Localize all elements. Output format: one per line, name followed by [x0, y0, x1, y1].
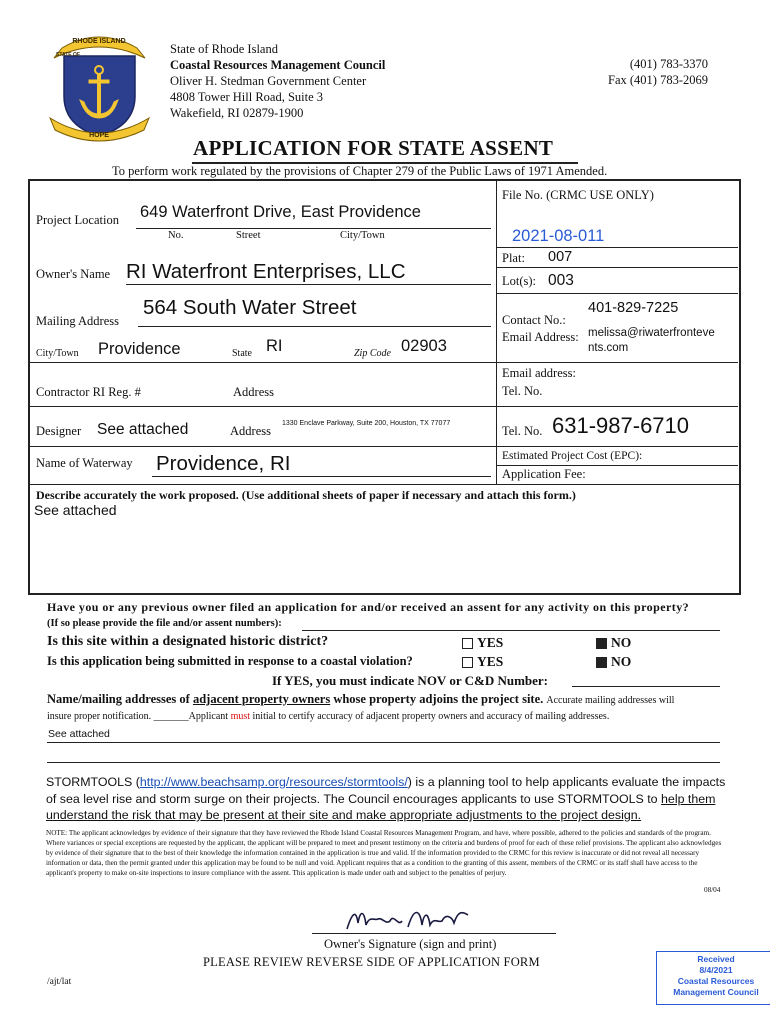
designer-value[interactable]: See attached: [97, 421, 189, 438]
stormtools-mid: ) is a planning tool to help applicants evaluate the impacts of sea level rise and storm surge on their projects. The Council encourages applicants to use STORMTOOLS to: [46, 775, 726, 806]
city-label: City/Town: [36, 348, 79, 359]
owner-value[interactable]: RI Waterfront Enterprises, LLC: [126, 260, 406, 283]
owner-signature-image: [342, 903, 482, 935]
violation-yes[interactable]: [462, 654, 503, 670]
contact-line: [497, 362, 738, 363]
signature-line: [312, 933, 556, 934]
waterway-value[interactable]: Providence, RI: [156, 452, 291, 475]
insure-post: initial to certify accuracy of adjacent property owners and accuracy of mailing addresses.: [250, 711, 610, 722]
tel2-line: [497, 446, 738, 447]
seal-text-top: RHODE ISLAND: [72, 38, 126, 45]
lots-line: [497, 293, 738, 294]
lots-label: Lot(s):: [502, 274, 537, 288]
page-title: APPLICATION FOR STATE ASSENT: [193, 136, 554, 160]
mailing-label: Mailing Address: [36, 314, 119, 328]
designer-label: Designer: [36, 424, 82, 438]
historic-yes-label: YES: [477, 635, 504, 650]
epc-label: Estimated Project Cost (EPC):: [502, 450, 643, 462]
waterway-label: Name of Waterway: [36, 456, 133, 470]
agency-state: State of Rhode Island: [170, 42, 278, 56]
seal-text-bottom: HOPE: [89, 132, 109, 139]
historic-no-checkbox[interactable]: [596, 638, 607, 649]
stormtools-paragraph: [46, 774, 730, 824]
page-subtitle: To perform work regulated by the provisions of Chapter 279 of the Public Laws of 1971 Amended.: [112, 164, 608, 178]
stamp-line-1: Received: [697, 954, 735, 964]
mailing-value[interactable]: 564 South Water Street: [143, 296, 357, 319]
city-value[interactable]: Providence: [98, 340, 181, 358]
state-seal-logo: [42, 26, 157, 144]
violation-no-label: NO: [611, 654, 632, 669]
note-paragraph: NOTE: The applicant acknowledges by evidence of their signature that they have reviewed the Rhode Island Coastal Resources Management Program, and have, where possible, adhered to the policies and standards of the program. Where variances or special exceptions are requested by the applicant, the applicant will be prepared to meet and present testimony on the criteria and burdens of proof for each of these relief provisions. The applicant also acknowledges by evidence of their signature that to the best of their knowledge the information contained in the application is true and valid. If the information provided to the CRMC for this review is inaccurate or did not reveal all necessary information or data, then the permit granted under this application may be found to be null and void. Applicant requires that as a condition to the granting of this assent, members of the CRMC or its staff shall have access to the applicant's property to make on-site inspections to insure compliance with the assent. This application is made under oath and subject to the penalties of perjury.: [46, 829, 722, 877]
violation-no[interactable]: [596, 654, 631, 670]
contractor-address-label: Address: [233, 385, 274, 399]
seal-text-left: STATE OF: [56, 52, 80, 58]
contractor-label: Contractor RI Reg. #: [36, 385, 141, 399]
epc-line: [497, 465, 738, 466]
received-stamp: [656, 951, 770, 1005]
agency-block: [170, 41, 385, 121]
zip-label: Zip Code: [354, 348, 391, 359]
historic-no[interactable]: [596, 635, 631, 651]
footer-initials: /ajt/lat: [47, 977, 72, 987]
city-line: [30, 362, 496, 363]
owner-label: Owner's Name: [36, 267, 111, 281]
nov-line: [572, 686, 720, 687]
adjacent-pre: Name/mailing addresses of: [47, 692, 193, 706]
stormtools-pre: STORMTOOLS (: [46, 775, 140, 789]
historic-yes-checkbox[interactable]: [462, 638, 473, 649]
nov-question: If YES, you must indicate NOV or C&D Number:: [272, 673, 549, 688]
insure-line: [47, 711, 609, 722]
note-date: 08/04: [704, 886, 721, 894]
tel2-value[interactable]: 631-987-6710: [552, 413, 690, 438]
signature-label: Owner's Signature (sign and print): [324, 937, 497, 951]
tel-label: Tel. No.: [502, 384, 543, 398]
adjacent-line-1: [47, 742, 720, 743]
designer-line: [30, 446, 496, 447]
agency-phone: (401) 783-3370: [629, 57, 708, 71]
project-location-value[interactable]: 649 Waterfront Drive, East Providence: [140, 203, 421, 221]
agency-city: Wakefield, RI 02879-1900: [170, 106, 304, 120]
email2-label: Email address:: [502, 366, 576, 380]
review-reverse-text: PLEASE REVIEW REVERSE SIDE OF APPLICATION FORM: [203, 955, 540, 969]
previous-line: [302, 630, 720, 631]
adjacent-line-2: [47, 762, 720, 763]
email2-line: [497, 406, 738, 407]
violation-question: Is this application being submitted in response to a coastal violation?: [47, 654, 413, 668]
insure-pre: insure proper notification. _______Applicant: [47, 711, 231, 722]
designer-address-value[interactable]: 1330 Enclave Parkway, Suite 200, Houston, TX 77077: [282, 420, 451, 427]
historic-yes[interactable]: [462, 635, 503, 651]
violation-no-checkbox[interactable]: [596, 657, 607, 668]
plat-line: [497, 267, 738, 268]
agency-name: Coastal Resources Management Council: [170, 58, 386, 72]
mailing-line: [138, 326, 491, 327]
plat-label: Plat:: [502, 251, 525, 265]
zip-value[interactable]: 02903: [401, 337, 447, 355]
violation-yes-label: YES: [477, 654, 504, 669]
violation-yes-checkbox[interactable]: [462, 657, 473, 668]
stamp-line-3: Coastal Resources: [677, 976, 755, 986]
describe-divider: [30, 484, 739, 485]
contractor-line: [30, 406, 496, 407]
adjacent-underlined: adjacent property owners: [192, 692, 331, 706]
stormtools-link[interactable]: http://www.beachsamp.org/resources/stormtools/: [139, 775, 408, 789]
agency-street: 4808 Tower Hill Road, Suite 3: [170, 90, 324, 104]
previous-question: Have you or any previous owner filed an application for and/or received an assent for any activity on this property?: [47, 600, 690, 614]
street-label: Street: [236, 230, 261, 241]
stamp-line-4: Management Council: [673, 987, 759, 997]
project-location-label: Project Location: [36, 213, 119, 227]
agency-building: Oliver H. Stedman Government Center: [170, 74, 367, 88]
adjacent-value[interactable]: See attached: [48, 728, 110, 740]
state-value[interactable]: RI: [266, 337, 283, 355]
stormtools-underlined: help them understand the risk that may be present at their site and make appropriate adjustments to the project design.: [46, 791, 716, 822]
email-label: Email Address:: [502, 330, 579, 344]
contact-label: Contact No.:: [502, 313, 566, 327]
file-no-line: [497, 247, 738, 248]
describe-label: Describe accurately the work proposed. (Use additional sheets of paper if necessary and attach this form.): [36, 488, 576, 502]
previous-sub: (If so please provide the file and/or assent numbers):: [47, 618, 282, 629]
fee-label: Application Fee:: [502, 467, 586, 481]
adjacent-small: Accurate mailing addresses will: [546, 695, 675, 706]
agency-fax: Fax (401) 783-2069: [608, 73, 708, 87]
plat-value[interactable]: 007: [548, 249, 573, 265]
historic-no-label: NO: [611, 635, 632, 650]
owner-line: [126, 284, 491, 285]
no-label: No.: [168, 230, 184, 241]
file-no-value: 2021-08-011: [512, 227, 605, 245]
form-divider: [496, 181, 497, 484]
historic-question: Is this site within a designated historic district?: [47, 634, 329, 649]
tel2-label: Tel. No.: [502, 424, 543, 438]
state-label: State: [232, 348, 252, 359]
citytown-label: City/Town: [340, 230, 385, 241]
contact-value[interactable]: 401-829-7225: [588, 300, 679, 316]
describe-value[interactable]: See attached: [34, 502, 117, 518]
file-no-label: File No. (CRMC USE ONLY): [502, 188, 654, 202]
lots-value[interactable]: 003: [548, 272, 574, 289]
project-location-line: [136, 228, 491, 229]
email-value-line2[interactable]: nts.com: [588, 342, 629, 354]
waterway-line: [152, 476, 491, 477]
adjacent-post: whose property adjoins the project site.: [330, 692, 544, 706]
stamp-line-2: 8/4/2021: [699, 965, 733, 975]
email-value-line1[interactable]: melissa@riwaterfronteve: [588, 327, 715, 339]
insure-must: must: [230, 711, 251, 722]
adjacent-question: [47, 692, 674, 707]
designer-address-label: Address: [230, 424, 271, 438]
